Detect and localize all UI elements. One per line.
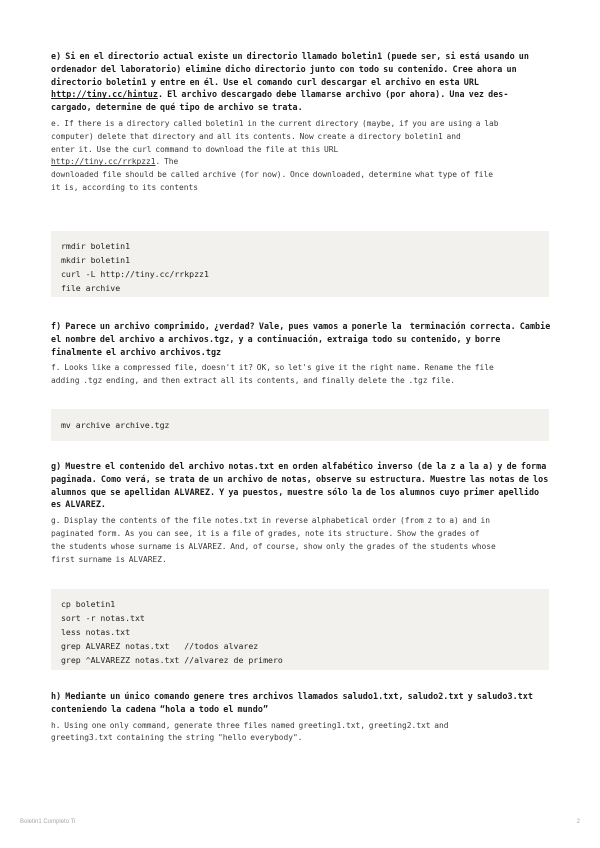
- exercise-f: [51, 320, 555, 388]
- code-line: sort -r notas.txt: [61, 613, 145, 623]
- exercise-g: [51, 460, 551, 566]
- exercise-f-english: f. Looks like a compressed file, doesn't it? OK, so let's give it the right name. Rename the file adding .tgz ending, and then extract all its contents, and finally delete the .tgz file.: [51, 363, 494, 386]
- exercise-e-spanish-text-end: . El archivo descargado debe llamarse archivo (por ahora). Una vez des- cargado, determine de qué tipo de archivo se trata.: [51, 89, 513, 113]
- exercise-e-spanish-url-link[interactable]: http://tiny.cc/hintuz: [51, 89, 158, 100]
- exercise-g-code-block: [51, 589, 549, 670]
- exercise-h-english: h. Using one only command, generate three files named greeting1.txt, greeting2.txt and greeting3.txt containing the string "hello everybody".: [51, 720, 449, 743]
- code-line: less notas.txt: [61, 627, 131, 637]
- code-line: rmdir boletin1: [61, 241, 131, 251]
- code-line: mkdir boletin1: [61, 255, 131, 265]
- code-line: grep ALVAREZ notas.txt //todos alvarez: [61, 641, 259, 651]
- code-line: file archive: [61, 283, 121, 293]
- exercise-e-spanish: [51, 50, 551, 114]
- exercise-e-code-block: [51, 231, 549, 297]
- exercise-e: [51, 50, 551, 195]
- exercise-e-english: [51, 118, 551, 195]
- code-line: cp boletin1: [61, 599, 116, 609]
- exercise-g-english: g. Display the contents of the file notes.txt in reverse alphabetical order (from z to a) and in paginated form. As you can see, it is a file of grades, note its structure. Show the grades of the students whose surname is ALVAREZ. And, of course, show only the grades of the students whose first surname is ALVAREZ.: [51, 516, 496, 564]
- code-line: grep ^ALVAREZZ notas.txt //alvarez de primero: [61, 655, 283, 665]
- page-number: 2: [576, 819, 580, 825]
- exercise-g-spanish: g) Muestre el contenido del archivo notas.txt en orden alfabético inverso (de la z a la a) y de forma paginada. Como verá, se trata de un archivo de notas, observe su estructura. Muestre las notas de los alumnos que se apellidan ALVAREZ. Y ya puestos, muestre sólo la de los alumnos cuyo primer apellido es ALVAREZ.: [51, 461, 553, 510]
- footer-left-text: Boletin1 Completo Ti: [20, 819, 76, 825]
- exercise-h: [51, 690, 551, 745]
- exercise-f-code-block: [51, 409, 549, 441]
- exercise-e-english-url-link[interactable]: http://tiny.cc/rrkpzz1: [51, 157, 156, 167]
- exercise-e-english-text: e. If there is a directory called boletin1 in the current directory (maybe, if you are using a lab computer) delete that directory and all its contents. Now create a directory boletin1 and enter it. Use the curl command to download the file at this URL: [51, 118, 499, 154]
- exercise-e-spanish-text: e) Si en el directorio actual existe un directorio llamado boletin1 (puede ser, si está usando un ordenador del laboratorio) elimine dicho directorio junto con todo su contenido. Cree ahora un directorio boletin1 y entre en él. Use el comando curl descargar el archivo en esta URL: [51, 51, 534, 87]
- code-line: curl -L http://tiny.cc/rrkpzz1: [61, 269, 209, 279]
- exercise-e-english-text-end: . The downloaded file should be called archive (for now). Once downloaded, determine what type of file it is, according to its contents: [51, 157, 494, 192]
- exercise-f-spanish: f) Parece un archivo comprimido, ¿verdad? Vale, pues vamos a ponerle la terminación correcta. Cambie el nombre del archivo a archivos.tgz, y a continuación, extraiga todo su contenido, y borre finalmente el archivo archivos.tgz: [51, 321, 555, 357]
- exercise-h-spanish: h) Mediante un único comando genere tres archivos llamados saludo1.txt, saludo2.txt y saludo3.txt conteniendo la cadena “hola a todo el mundo”: [51, 691, 538, 714]
- code-line: mv archive archive.tgz: [61, 420, 170, 430]
